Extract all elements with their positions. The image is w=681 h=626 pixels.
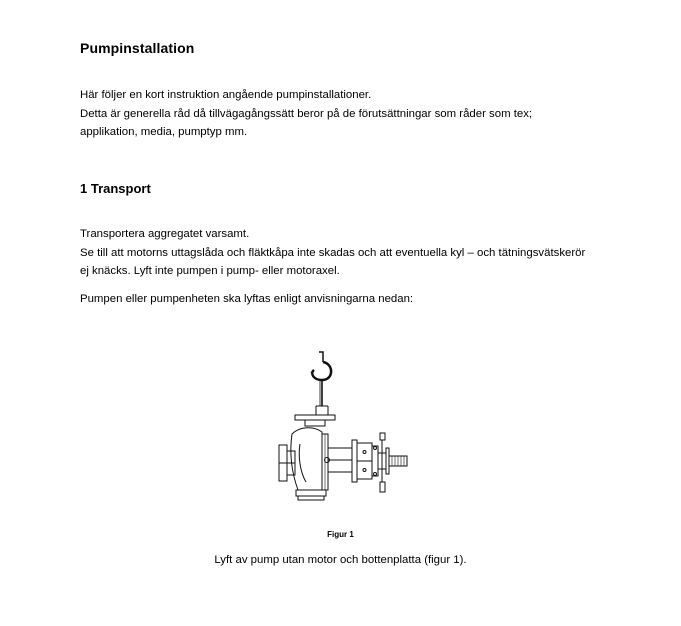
figure-caption: Lyft av pump utan motor och bottenplatta (figur 1). — [214, 554, 467, 566]
lift-instruction: Pumpen eller pumpenheten ska lyftas enligt anvisningarna nedan: — [80, 293, 414, 305]
intro-line: Detta är generella råd då tillvägagångssätt beror på de förutsättningar som råder som tex; — [80, 107, 533, 120]
intro-line: applikation, media, pumptyp mm. — [80, 126, 248, 138]
transport-paragraph — [80, 225, 585, 281]
transport-line: Se till att motorns uttagslåda och fläktkåpa inte skadas och att eventuella kyl – och tätningsvätskerör — [80, 246, 586, 259]
pump-lifting-hook-drawing-icon — [270, 348, 420, 508]
section-heading-transport: 1 Transport — [80, 181, 151, 196]
page-title: Pumpinstallation — [80, 40, 195, 56]
pump-lifting-figure — [270, 348, 420, 508]
transport-line: Transportera aggregatet varsamt. — [80, 228, 250, 240]
transport-line: ej knäcks. Lyft inte pumpen i pump- eller motoraxel. — [80, 265, 340, 277]
intro-paragraph — [80, 86, 532, 142]
figure-label: Figur 1 — [327, 530, 354, 539]
intro-line: Här följer en kort instruktion angående pumpinstallationer. — [80, 89, 372, 101]
